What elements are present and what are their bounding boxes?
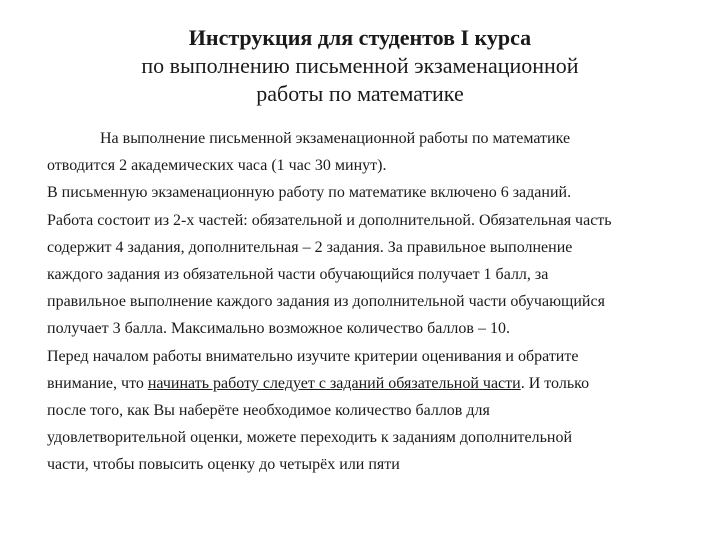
document-title [60, 24, 660, 108]
body-line-6: каждого задания из обязательной части обучающийся получает 1 балл, за [47, 266, 549, 284]
body-line-12: удовлетворительной оценки, можете переходить к заданиям дополнительной [47, 429, 573, 447]
title-line-2: по выполнению письменной экзаменационной [141, 53, 579, 78]
body-line-9: Перед началом работы внимательно изучите критерии оценивания и обратите [47, 347, 579, 365]
title-line-1: Инструкция для студентов I курса [188, 25, 532, 50]
body-line-10 [47, 370, 687, 397]
body-line-11: после того, как Вы наберёте необходимое количество баллов для [47, 402, 490, 420]
body-line-1: На выполнение письменной экзаменационной работы по математике [100, 130, 571, 147]
body-line-7: правильное выполнение каждого задания из дополнительной части обучающийся [47, 293, 605, 311]
body-line-4: Работа состоит из 2-х частей: обязательной и дополнительной. Обязательная часть [47, 211, 612, 229]
body-line-3: В письменную экзаменационную работу по математике включено 6 заданий. [47, 184, 572, 202]
body-line-10-end: . И только [520, 374, 590, 392]
underlined-emphasis: начинать работу следует с заданий обязательной части [147, 374, 521, 392]
body-line-10-start: внимание, что [47, 374, 148, 392]
body-line-2: отводится 2 академических часа (1 час 30 минут). [47, 157, 387, 175]
document-body [47, 125, 687, 479]
body-line-8: получает 3 балла. Максимально возможное количество баллов – 10. [47, 320, 510, 338]
title-line-3: работы по математике [256, 81, 464, 106]
body-line-13: части, чтобы повысить оценку до четырёх или пяти [47, 456, 400, 474]
body-line-5: содержит 4 задания, дополнительная – 2 задания. За правильное выполнение [47, 238, 573, 256]
